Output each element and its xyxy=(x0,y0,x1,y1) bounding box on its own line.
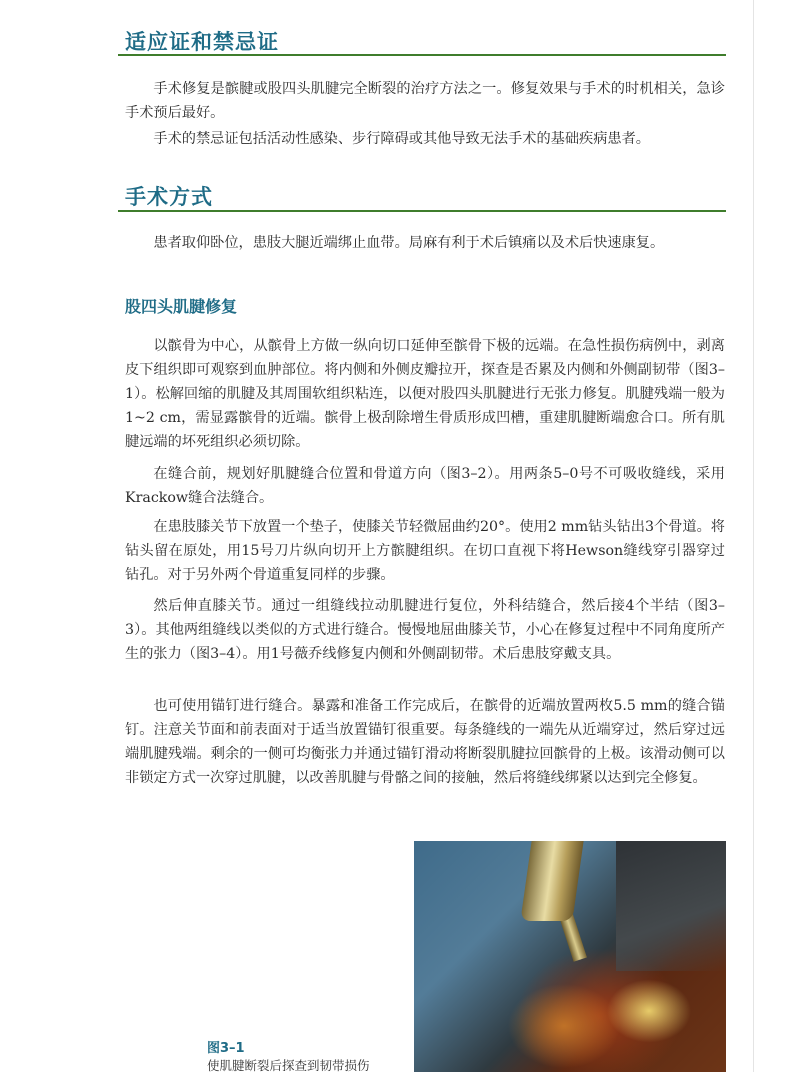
figure-label: 图3–1 xyxy=(207,1041,245,1056)
section-rule-procedure xyxy=(118,210,726,212)
surgical-drape-shape xyxy=(616,841,726,971)
surgical-photo xyxy=(414,841,726,1072)
paragraph: 也可使用锚钉进行缝合。暴露和准备工作完成后，在髌骨的近端放置两枚5.5 mm的缝合锚钉。注意关节面和前表面对于适当放置锚钉很重要。每条缝线的一端先从近端穿过，然后穿过远端肌腱残端。剩余的一侧可均衡张力并通过锚钉滑动将断裂肌腱拉回髌骨的上极。该滑动侧可以非锁定方式一次穿过肌腱，以改善肌腱与骨骼之间的接触，然后将缝线绑紧以达到完全修复。 xyxy=(125,698,725,786)
paragraph: 在患肢膝关节下放置一个垫子，使膝关节轻微屈曲约20°。使用2 mm钻头钻出3个骨道。将钻头留在原处，用15号刀片纵向切开上方髌腱组织。在切口直视下将Hewson缝线穿引器穿过钻孔。对于另外两个骨道重复同样的步骤。 xyxy=(125,519,725,583)
section-rule-indications xyxy=(118,54,726,56)
paragraph: 手术修复是髌腱或股四头肌腱完全断裂的治疗方法之一。修复效果与手术的时机相关，急诊手术预后最好。 xyxy=(125,81,725,121)
retractor-blade-shape xyxy=(520,841,583,921)
paragraph: 患者取仰卧位，患肢大腿近端绑止血带。局麻有利于术后镇痛以及术后快速康复。 xyxy=(153,235,665,251)
paragraph: 在缝合前，规划好肌腱缝合位置和骨道方向（图3–2）。用两条5–0号不可吸收缝线，采用Krackow缝合法缝合。 xyxy=(125,466,725,506)
figure-caption: 使肌腱断裂后探查到韧带损伤 xyxy=(207,1058,370,1073)
paragraph: 以髌骨为中心，从髌骨上方做一纵向切口延伸至髌骨下极的远端。在急性损伤病例中，剥离皮下组织即可观察到血肿部位。将内侧和外侧皮瓣拉开，探查是否累及内侧和外侧副韧带（图3–1）。松解回缩的肌腱及其周围软组织粘连，以便对股四头肌腱进行无张力修复。肌腱残端一般为1~2 cm，需显露髌骨的近端。髌骨上极刮除增生骨质形成凹槽，重建肌腱断端愈合口。所有肌腱远端的坏死组织必须切除。 xyxy=(125,338,725,450)
section-title-procedure: 手术方式 xyxy=(125,185,213,209)
section-title-indications: 适应证和禁忌证 xyxy=(125,30,279,54)
page-edge-line xyxy=(753,0,754,1072)
paragraph: 手术的禁忌证包括活动性感染、步行障碍或其他导致无法手术的基础疾病患者。 xyxy=(153,131,650,147)
subsection-title-quadriceps: 股四头肌腱修复 xyxy=(125,297,238,316)
paragraph: 然后伸直膝关节。通过一组缝线拉动肌腱进行复位，外科结缝合，然后接4个半结（图3–3）。其他两组缝线以类似的方式进行缝合。慢慢地屈曲膝关节，小心在修复过程中不同角度所产生的张力（图3–4）。用1号薇乔线修复内侧和外侧副韧带。术后患肢穿戴支具。 xyxy=(125,598,725,662)
